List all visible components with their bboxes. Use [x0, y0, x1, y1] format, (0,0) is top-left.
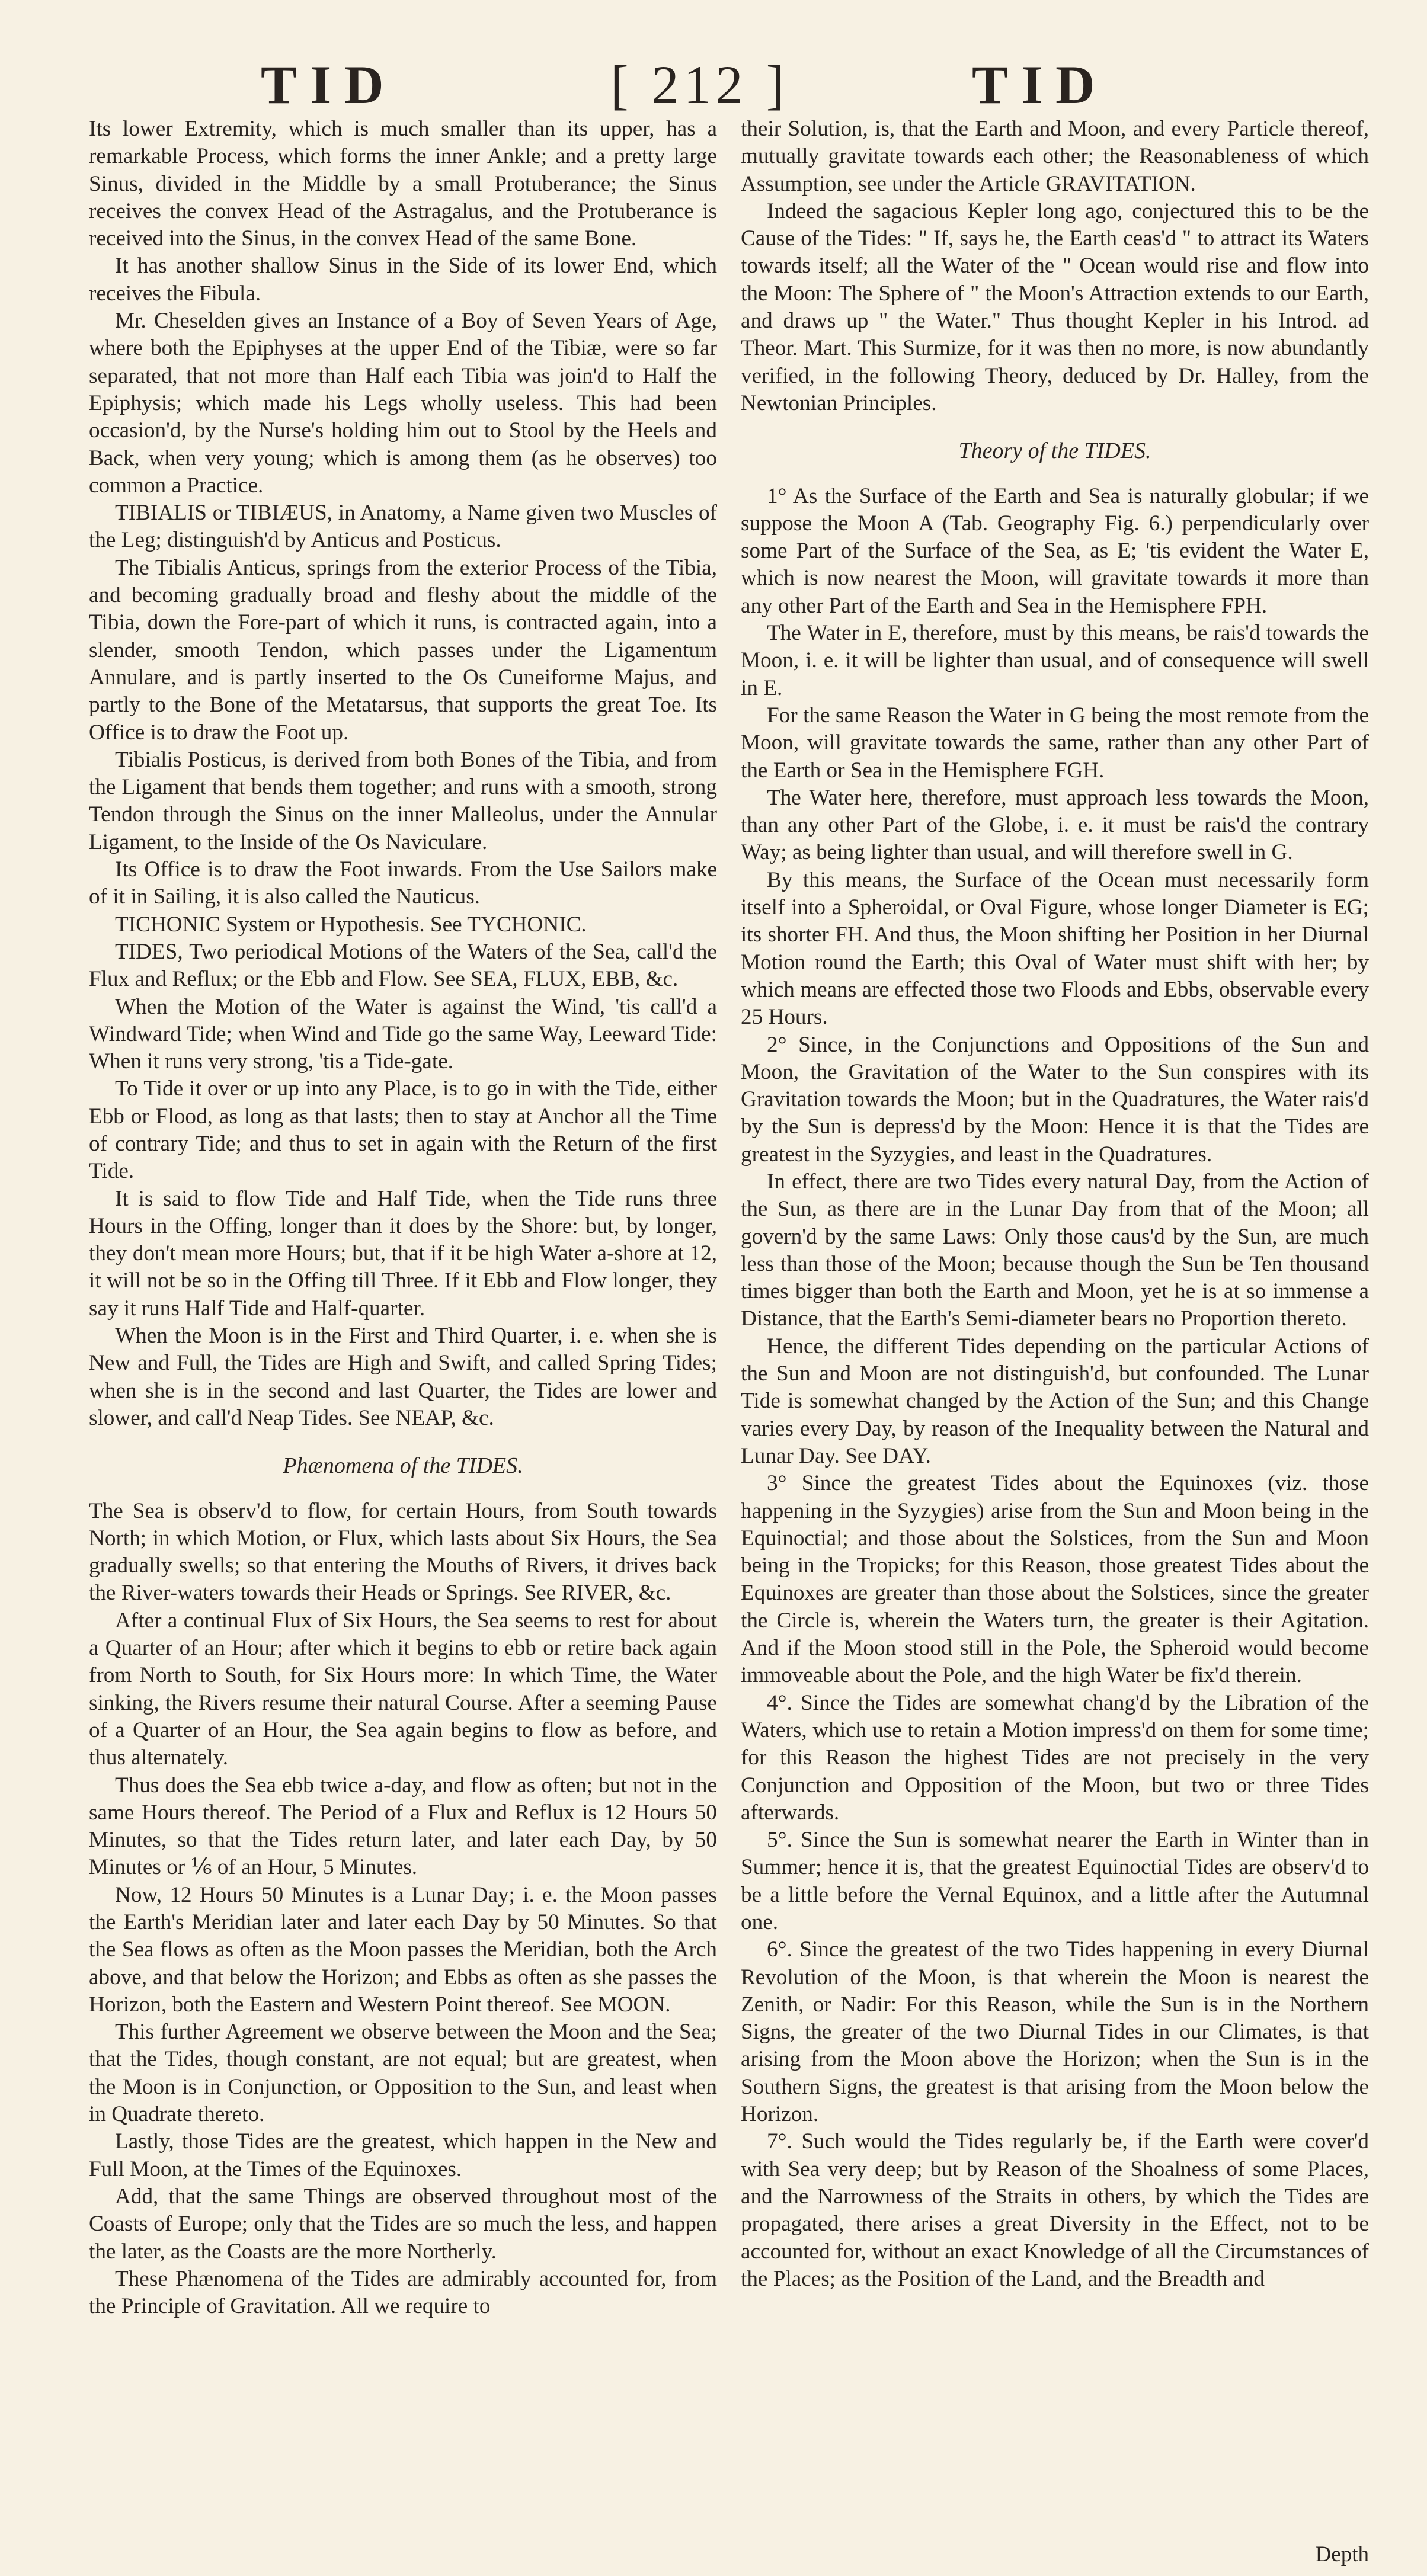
paragraph: To Tide it over or up into any Place, is to go in with the Tide, either Ebb or Flood, as long as that lasts; then to stay at Anchor all the Time of contrary Tide; and thus to set in again with the Return of the first Tide. [89, 1076, 717, 1184]
paragraph: 1° As the Surface of the Earth and Sea is naturally globular; if we suppose the Moon A (Tab. Geography Fig. 6.) perpendicularly over some Part of the Surface of the Sea, as E; 'tis evident the Water E, which is now nearest the Moon, will gravitate towards it more than any other Part of the Earth and Sea in the Hemisphere FPH. [741, 483, 1369, 618]
paragraph: In effect, there are two Tides every natural Day, from the Action of the Sun, as there are in the Lunar Day from that of the Moon; all govern'd by the same Laws: Only those caus'd by the Sun, are much less than those of the Moon; because though the Sun be Ten thousand times bigger than both the Earth and Moon, yet he is at so immense a Distance, that the Earth's Semi-diameter bears no Proportion thereto. [741, 1169, 1369, 1331]
paragraph: The Tibialis Anticus, springs from the exterior Process of the Tibia, and becoming gradually broad and fleshy about the middle of the Tibia, down the Fore-part of which it runs, is contracted again, into a slender, smooth Tendon, which passes under the Ligamentum Annulare, and is partly inserted to the Os Cuneiforme Majus, and partly to the Bone of the Metatarsus, that supports the great Toe. Its Office is to draw the Foot up. [89, 555, 717, 745]
paragraph: The Water here, therefore, must approach less towards the Moon, than any other Part of the Globe, i. e. it must be rais'd the contrary Way; as being lighter than usual, and will therefore swell in G. [741, 785, 1369, 865]
paragraph: TIDES, Two periodical Motions of the Waters of the Sea, call'd the Flux and Reflux; or the Ebb and Flow. See SEA, FLUX, EBB, &c. [89, 939, 717, 992]
paragraph: Add, that the same Things are observed throughout most of the Coasts of Europe; only that the Tides are so much the less, and happen the later, as the Coasts are the more Northerly. [89, 2184, 717, 2264]
paragraph: TICHONIC System or Hypothesis. See TYCHONIC. [115, 912, 587, 937]
paragraph: These Phænomena of the Tides are admirably accounted for, from the Principle of Gravitation. All we require to [89, 2266, 717, 2319]
paragraph: The Water in E, therefore, must by this means, be rais'd towards the Moon, i. e. it will be lighter than usual, and of consequence will swell in E. [741, 621, 1369, 700]
paragraph: Hence, the different Tides depending on the particular Actions of the Sun and Moon are not distinguish'd, but confounded. The Lunar Tide is somewhat changed by the Action of the Sun; and this Change varies every Day, by reason of the Inequality between the Natural and Lunar Day. See DAY. [741, 1334, 1369, 1468]
left-column [89, 116, 717, 2320]
paragraph: It is said to flow Tide and Half Tide, when the Tide runs three Hours in the Offing, longer than it does by the Shore: but, by longer, they don't mean more Hours; but, that if it be high Water a-shore at 12, it will not be so in the Offing till Three. If it Ebb and Flow longer, they say it runs Half Tide and Half-quarter. [89, 1186, 717, 1321]
paragraph: TIBIALIS or TIBIÆUS, in Anatomy, a Name given two Muscles of the Leg; distinguish'd by Anticus and Posticus. [89, 501, 717, 553]
paragraph: When the Motion of the Water is against the Wind, 'tis call'd a Windward Tide; when Wind and Tide go the same Way, Leeward Tide: When it runs very strong, 'tis a Tide-gate. [89, 994, 717, 1074]
running-head-right: TID [972, 55, 1108, 115]
paragraph: 3° Since the greatest Tides about the Equinoxes (viz. those happening in the Syzygies) arise from the Sun and Moon being in the Equinoctial; and those about the Solstices, from the Sun and Moon being in the Tropicks; for this Reason, those greatest Tides about the Equinoxes are greater than those about the Solstices, since the greater the Circle is, wherein the Waters turn, the greater is their Agitation. And if the Moon stood still in the Pole, the Spheroid would become immoveable about the Pole, and the high Water be fix'd therein. [741, 1471, 1369, 1688]
paragraph: Lastly, those Tides are the greatest, which happen in the New and Full Moon, at the Times of the Equinoxes. [89, 2129, 717, 2181]
paragraph: By this means, the Surface of the Ocean must necessarily form itself into a Spheroidal, or Oval Figure, whose longer Diameter is EG; its shorter FH. And thus, the Moon shifting her Position in her Diurnal Motion round the Earth; this Oval of Water must shift with her; by which means are effected those two Floods and Ebbs, observable every 25 Hours. [741, 867, 1369, 1030]
paragraph: Indeed the sagacious Kepler long ago, conjectured this to be the Cause of the Tides: " If, says he, the Earth ceas'd " to attract its Waters towards itself; all the Water of the " Ocean would rise and flow into the Moon: The Sphere of " the Moon's Attraction extends to our Earth, and draws up " the Water." Thus thought Kepler in his Introd. ad Theor. Mart. This Surmize, for it was then no more, is now abundantly verified, in the following Theory, deduced by Dr. Halley, from the Newtonian Principles. [741, 198, 1369, 415]
page-number: [ 212 ] [610, 55, 789, 115]
paragraph: When the Moon is in the First and Third Quarter, i. e. when she is New and Full, the Tides are High and Swift, and called Spring Tides; when she is in the second and last Quarter, the Tides are lower and slower, and call'd Neap Tides. See NEAP, &c. [89, 1324, 717, 1430]
paragraph: 6°. Since the greatest of the two Tides happening in every Diurnal Revolution of the Moon, is that wherein the Moon is nearest the Zenith, or Nadir: For this Reason, while the Sun is in the Northern Signs, the greater of the two Diurnal Tides in our Climates, is that arising from the Moon above the Horizon; when the Sun is in the Southern Signs, the greatest is that arising from the Moon below the Horizon. [741, 1937, 1369, 2127]
section-heading-phaenomena: Phænomena of the TIDES. [283, 1453, 523, 1479]
paragraph: Tibialis Posticus, is derived from both Bones of the Tibia, and from the Ligament that bends them together; and runs with a smooth, strong Tendon through the Sinus on the inner Malleolus, under the Annular Ligament, to the Inside of the Os Naviculare. [89, 747, 717, 854]
paragraph: 5°. Since the Sun is somewhat nearer the Earth in Winter than in Summer; hence it is, that the greatest Equinoctial Tides are observ'd to be a little before the Vernal Equinox, and a little after the Autumnal one. [741, 1828, 1369, 1934]
paragraph: Its Office is to draw the Foot inwards. From the Use Sailors make of it in Sailing, it is also called the Nauticus. [89, 857, 717, 909]
paragraph: Mr. Cheselden gives an Instance of a Boy of Seven Years of Age, where both the Epiphyses at the upper End of the Tibiæ, were so far separated, that not more than Half each Tibia was join'd to Half the Epiphysis; which made his Legs wholly useless. This had been occasion'd, by the Nurse's holding him out to Stool by the Heels and Back, when very young; which is among them (as he observes) too common a Practice. [89, 309, 717, 498]
paragraph: their Solution, is, that the Earth and Moon, and every Particle thereof, mutually gravitate towards each other; the Reasonableness of which Assumption, see under the Article GRAVITATION. [741, 117, 1369, 196]
paragraph: The Sea is observ'd to flow, for certain Hours, from South towards North; in which Motion, or Flux, which lasts about Six Hours, the Sea gradually swells; so that entering the Mouths of Rivers, it drives back the River-waters towards their Heads or Springs. See RIVER, &c. [89, 1498, 717, 1606]
paragraph: After a continual Flux of Six Hours, the Sea seems to rest for about a Quarter of an Hour; after which it begins to ebb or retire back again from North to South, for Six Hours more: In which Time, the Water sinking, the Rivers resume their natural Course. After a seeming Pause of a Quarter of an Hour, the Sea again begins to flow as before, and thus alternately. [89, 1608, 717, 1770]
paragraph: 7°. Such would the Tides regularly be, if the Earth were cover'd with Sea very deep; but by Reason of the Shoalness of some Places, and the Narrowness of the Straits in others, by which the Tides are propagated, there arises a great Diversity in the Effect, not to be accounted for, without an exact Knowledge of all the Circumstances of the Places; as the Position of the Land, and the Breadth and [741, 2129, 1369, 2291]
paragraph: 4°. Since the Tides are somewhat chang'd by the Libration of the Waters, which use to retain a Motion impress'd on them for some time; for this Reason the highest Tides are not precisely in the very Conjunction and Opposition of the Moon, but two or three Tides afterwards. [741, 1690, 1369, 1825]
paragraph: For the same Reason the Water in G being the most remote from the Moon, will gravitate towards the same, rather than any other Part of the Earth or Sea in the Hemisphere FGH. [741, 703, 1369, 783]
paragraph: Thus does the Sea ebb twice a-day, and flow as often; but not in the same Hours thereof. The Period of a Flux and Reflux is 12 Hours 50 Minutes, so that the Tides return later, and later each Day, by 50 Minutes or ⅙ of an Hour, 5 Minutes. [89, 1773, 717, 1880]
running-head-left: TID [261, 55, 397, 115]
paragraph: 2° Since, in the Conjunctions and Oppositions of the Sun and Moon, the Gravitation of the Water to the Sun conspires with its Gravitation towards the Moon; but in the Quadratures, the Water rais'd by the Sun is depress'd by the Moon: Hence it is that the Tides are greatest in the Syzygies, and least in the Quadratures. [741, 1032, 1369, 1167]
section-heading-theory: Theory of the TIDES. [958, 438, 1151, 464]
paragraph: Its lower Extremity, which is much smaller than its upper, has a remarkable Process, which forms the inner Ankle; and a pretty large Sinus, divided in the Middle by a small Protuberance; the Sinus receives the convex Head of the Astragalus, and the Protuberance is received into the Sinus, in the convex Head of the same Bone. [89, 117, 717, 251]
paragraph: It has another shallow Sinus in the Side of its lower End, which receives the Fibula. [89, 254, 717, 306]
paragraph: Now, 12 Hours 50 Minutes is a Lunar Day; i. e. the Moon passes the Earth's Meridian later and later each Day by 50 Minutes. So that the Sea flows as often as the Moon passes the Meridian, both the Arch above, and that below the Horizon; and Ebbs as often as she passes the Horizon, both the Eastern and Western Point thereof. See MOON. [89, 1882, 717, 2017]
right-column [741, 116, 1369, 2293]
catchword: Depth [1315, 2542, 1369, 2567]
paragraph: This further Agreement we observe between the Moon and the Sea; that the Tides, though constant, are not equal; but are greatest, when the Moon is in Conjunction, or Opposition to the Sun, and least when in Quadrate thereto. [89, 2020, 717, 2127]
